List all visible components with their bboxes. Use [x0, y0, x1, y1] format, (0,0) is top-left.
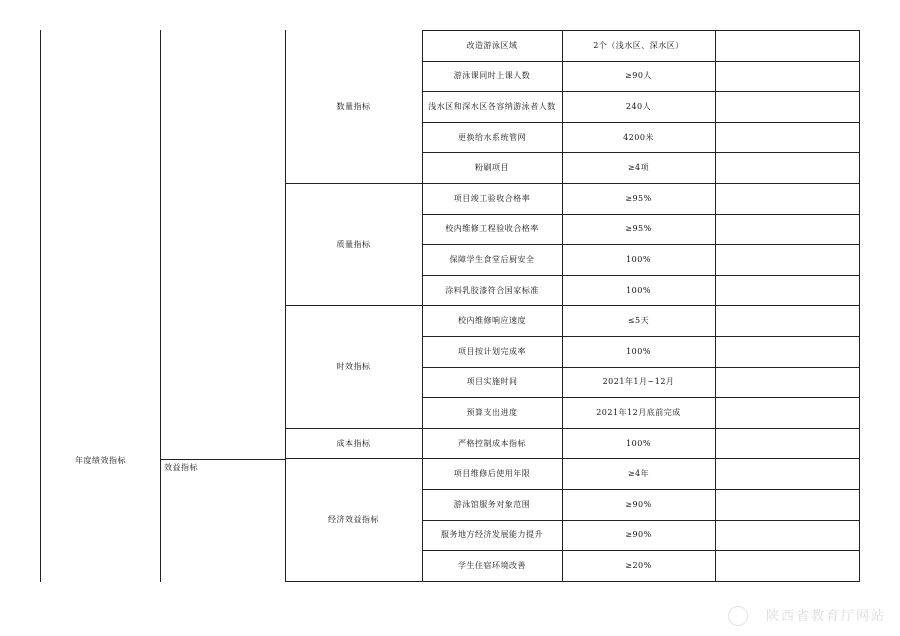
value-cell: ≥90% — [625, 499, 652, 509]
indicator-cell: 浅水区和深水区各容纳游泳者人数 — [428, 101, 556, 111]
indicator-cell: 游泳课同时上课人数 — [453, 71, 531, 81]
value-cell: ≥95% — [625, 193, 652, 203]
value-cell: 100% — [626, 285, 651, 295]
indicator-cell: 保障学生食堂后厨安全 — [449, 254, 535, 264]
value-cell: 2021年12月底前完成 — [596, 407, 681, 417]
value-cell: ≥4年 — [627, 469, 650, 479]
value-cell: ≥4项 — [627, 163, 650, 173]
value-cell: 100% — [626, 254, 651, 264]
value-cell: 2021年1月~12月 — [602, 377, 675, 387]
value-cell: ≥90% — [625, 530, 652, 540]
row-divider — [422, 581, 860, 582]
table-divider-value — [715, 30, 716, 582]
value-cell: 4200米 — [623, 132, 654, 142]
table-divider-level1 — [160, 30, 161, 582]
group-label: 时效指标 — [336, 362, 371, 372]
table-border-right — [859, 30, 860, 582]
value-cell: 100% — [626, 438, 651, 448]
group-divider — [285, 581, 422, 582]
indicator-cell: 校内维修响应速度 — [458, 316, 526, 326]
indicator-cell: 严格控制成本指标 — [458, 438, 526, 448]
watermark: 陕西省教育厅网站 — [765, 609, 886, 624]
value-cell: ≤5天 — [627, 316, 650, 326]
indicator-cell: 服务地方经济发展能力提升 — [441, 530, 543, 540]
value-cell: ≥20% — [625, 560, 652, 570]
group-label: 成本指标 — [336, 438, 371, 448]
value-cell: ≥95% — [625, 224, 652, 234]
indicator-cell: 学生住宿环境改善 — [458, 560, 526, 570]
indicator-cell: 项目实施时间 — [466, 377, 518, 387]
indicator-cell: 更换给水系统管网 — [458, 132, 526, 142]
indicator-cell: 项目按计划完成率 — [458, 346, 526, 356]
indicator-cell: 涂料乳胶漆符合国家标准 — [445, 285, 539, 295]
group-label: 质量指标 — [336, 239, 371, 249]
value-cell: ≥90人 — [625, 71, 652, 81]
level1-label: 年度绩效指标 — [75, 455, 126, 465]
indicator-cell: 项目维修后使用年限 — [453, 469, 531, 479]
table-border-left — [40, 30, 41, 582]
indicator-cell: 校内维修工程验收合格率 — [445, 224, 539, 234]
indicator-cell: 粉刷项目 — [475, 163, 509, 173]
group-label: 经济效益指标 — [328, 515, 379, 525]
value-cell: 2个（浅水区、深水区） — [593, 40, 684, 50]
watermark-logo-icon — [728, 606, 748, 626]
indicator-cell: 游泳馆服务对象范围 — [453, 499, 531, 509]
level2-label: 效益指标 — [164, 462, 198, 472]
indicator-cell: 预算支出进度 — [466, 407, 518, 417]
indicator-cell: 改造游泳区域 — [466, 40, 518, 50]
value-cell: 240人 — [625, 101, 652, 111]
level2-divider — [160, 459, 286, 460]
value-cell: 100% — [626, 346, 651, 356]
group-label: 数量指标 — [336, 102, 371, 111]
indicator-cell: 项目竣工验收合格率 — [453, 193, 531, 203]
